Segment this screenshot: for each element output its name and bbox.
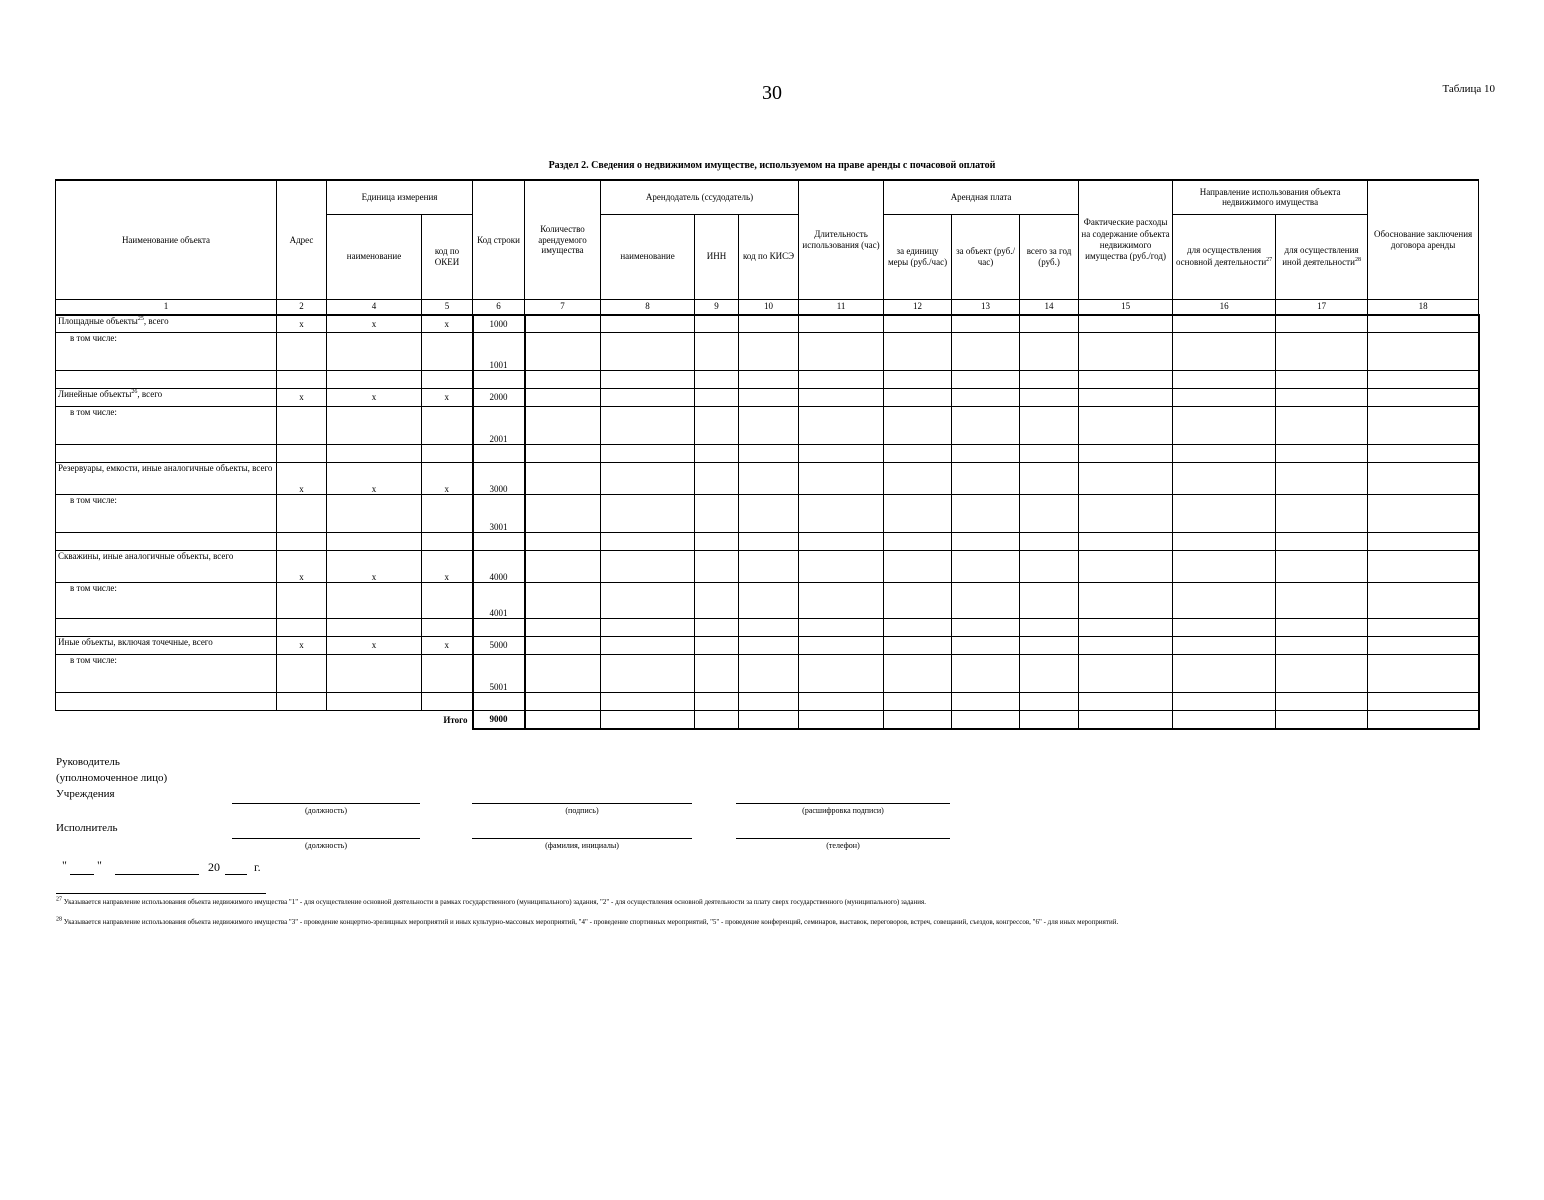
head-signature-line — [472, 803, 692, 804]
table-row-1000 — [56, 315, 1479, 333]
col-okei: код по ОКЕИ — [422, 214, 473, 299]
col-rent-group: Арендная плата — [884, 180, 1079, 214]
header-row-1 — [56, 180, 1479, 214]
head-decoding-line — [736, 803, 950, 804]
footnote-text: Указывается направление использования объекта недвижимого имущества "1" - для осуществление основной деятельности в рамках государственного (муниципального) задания, "2" - для осуществления основной деятельности за плату сверх государственного (муниципального) задания. — [63, 898, 926, 906]
table-row-spacer — [56, 445, 1479, 463]
row-code: 4001 — [473, 583, 525, 619]
page-number: 30 — [762, 82, 782, 104]
col-unit-group: Единица измерения — [327, 180, 473, 214]
col-inn: ИНН — [695, 214, 739, 299]
row-name-suffix: , всего — [143, 315, 169, 326]
head-label-3: Учреждения — [56, 788, 115, 800]
table-row-2001 — [56, 407, 1479, 445]
cell-x: x — [422, 389, 473, 407]
cell-x: x — [277, 315, 327, 333]
footnote-text: Указывается направление использования объекта недвижимого имущества "3" - проведение концертно-зрелищных мероприятий и иных культурно-массовых мероприятий, "4" - проведение спортивных мероприятий, "5" - проведение конференций, семинаров, выставок, переговоров, встреч, совещаний, съездов, конгрессов, "6" - для иных мероприятий. — [63, 918, 1119, 926]
head-signature-caption: (подпись) — [565, 806, 599, 815]
head-label-2: (уполномоченное лицо) — [56, 772, 168, 784]
head-position-line — [232, 803, 420, 804]
table-row-3000 — [56, 463, 1479, 495]
date-open-quote: " — [62, 858, 67, 872]
column-number: 8 — [601, 299, 695, 315]
cell-x: x — [277, 389, 327, 407]
head-label-1: Руководитель — [56, 756, 120, 768]
col-direction-group: Направление использования объекта недвижимого имущества — [1173, 180, 1368, 214]
row-sub-label: в том числе: — [56, 495, 277, 533]
table-row-spacer — [56, 619, 1479, 637]
column-number: 15 — [1079, 299, 1173, 315]
row-code: 4000 — [473, 551, 525, 583]
row-name — [56, 315, 277, 333]
column-number: 12 — [884, 299, 952, 315]
footnote-ref: 25 — [137, 315, 144, 322]
cell-x: x — [327, 637, 422, 655]
column-number: 13 — [952, 299, 1020, 315]
row-name — [56, 389, 277, 407]
row-sub-label: в том числе: — [56, 333, 277, 371]
row-code: 5000 — [473, 637, 525, 655]
table-row-4000 — [56, 551, 1479, 583]
row-name: Иные объекты, включая точечные, всего — [56, 637, 277, 655]
row-code: 2001 — [473, 407, 525, 445]
executor-label: Исполнитель — [56, 822, 118, 834]
footnote-27 — [56, 897, 1476, 907]
footnote-28 — [56, 917, 1476, 927]
table-row-2000 — [56, 389, 1479, 407]
col-address: Адрес — [277, 180, 327, 299]
row-name: Скважины, иные аналогичные объекты, всего — [56, 551, 277, 583]
row-name-text: Линейные объекты — [58, 389, 132, 399]
column-number-row — [56, 299, 1479, 315]
cell-x: x — [277, 551, 327, 583]
cell-x: x — [327, 463, 422, 495]
executor-name-caption: (фамилия, инициалы) — [545, 841, 619, 850]
row-sub-label: в том числе: — [56, 407, 277, 445]
col-direction-main-text: для осуществления основной деятельности — [1175, 245, 1267, 267]
executor-name-line — [472, 838, 692, 839]
row-code: 1000 — [473, 315, 525, 333]
footnote-number: 28 — [56, 916, 62, 923]
column-number: 7 — [525, 299, 601, 315]
cell-x: x — [422, 637, 473, 655]
row-code: 1001 — [473, 333, 525, 371]
cell-x: x — [422, 551, 473, 583]
date-suffix: г. — [254, 860, 261, 874]
cell-x: x — [327, 315, 422, 333]
row-sub-label: в том числе: — [56, 583, 277, 619]
footnote-ref: 26 — [131, 389, 138, 395]
col-actual-costs: Фактические расходы на содержание объекта недвижимого имущества (руб./год) — [1079, 180, 1173, 299]
col-justification: Обоснование заключения договора аренды — [1368, 180, 1479, 299]
cell-x: x — [422, 463, 473, 495]
table-row-spacer — [56, 533, 1479, 551]
column-number: 9 — [695, 299, 739, 315]
row-code: 3001 — [473, 495, 525, 533]
footnote-ref-27: 27 — [1266, 256, 1273, 263]
col-row-code: Код строки — [473, 180, 525, 299]
executor-position-line — [232, 838, 420, 839]
table-body — [56, 315, 1479, 729]
col-rent-per-unit: за единицу меры (руб./час) — [884, 214, 952, 299]
col-direction-main — [1173, 214, 1276, 299]
total-label: Итого — [443, 714, 468, 725]
row-code: 3000 — [473, 463, 525, 495]
property-lease-table — [55, 179, 1480, 730]
row-name-text: Площадные объекты — [58, 315, 138, 326]
date-month-line — [115, 874, 199, 875]
cell-x: x — [277, 463, 327, 495]
row-sub-label: в том числе: — [56, 655, 277, 693]
col-direction-other-text: для осуществления иной деятельности — [1282, 245, 1359, 267]
col-rent-per-object: за объект (руб./час) — [952, 214, 1020, 299]
date-day-line — [70, 874, 94, 875]
table-row-5001 — [56, 655, 1479, 693]
col-unit-name: наименование — [327, 214, 422, 299]
column-number: 1 — [56, 299, 277, 315]
column-number: 4 — [327, 299, 422, 315]
signature-block — [56, 754, 167, 802]
table-row-3001 — [56, 495, 1479, 533]
row-code: 5001 — [473, 655, 525, 693]
table-row-4001 — [56, 583, 1479, 619]
table-row-5000 — [56, 637, 1479, 655]
row-name-suffix: , всего — [137, 389, 163, 399]
table-label: Таблица 10 — [1442, 83, 1495, 95]
date-year-prefix: 20 — [208, 860, 220, 874]
col-rent-total: всего за год (руб.) — [1020, 214, 1079, 299]
total-code: 9000 — [473, 711, 525, 729]
column-number: 16 — [1173, 299, 1276, 315]
footnote-ref-28: 28 — [1354, 256, 1361, 263]
col-lessor-group: Арендодатель (ссудодатель) — [601, 180, 799, 214]
column-number: 10 — [739, 299, 799, 315]
cell-x: x — [327, 389, 422, 407]
cell-x: x — [277, 637, 327, 655]
table-row-spacer — [56, 693, 1479, 711]
col-direction-other — [1276, 214, 1368, 299]
date-year-line — [225, 874, 247, 875]
col-duration: Длительность использования (час) — [799, 180, 884, 299]
col-quantity: Количество арендуемого имущества — [525, 180, 601, 299]
executor-phone-line — [736, 838, 950, 839]
column-number: 5 — [422, 299, 473, 315]
row-code: 2000 — [473, 389, 525, 407]
table-row-total — [56, 711, 1479, 729]
footnote-separator — [56, 893, 266, 894]
column-number: 17 — [1276, 299, 1368, 315]
section-title: Раздел 2. Сведения о недвижимом имуществе, используемом на праве аренды с почасовой оплатой — [548, 160, 996, 171]
table-row-spacer — [56, 371, 1479, 389]
col-kise: код по КИСЭ — [739, 214, 799, 299]
executor-position-caption: (должность) — [305, 841, 347, 850]
col-object-name: Наименование объекта — [56, 180, 277, 299]
col-lessor-name: наименование — [601, 214, 695, 299]
table-row-1001 — [56, 333, 1479, 371]
head-decoding-caption: (расшифровка подписи) — [802, 806, 884, 815]
column-number: 6 — [473, 299, 525, 315]
cell-x: x — [327, 551, 422, 583]
column-number: 2 — [277, 299, 327, 315]
executor-phone-caption: (телефон) — [826, 841, 860, 850]
column-number: 18 — [1368, 299, 1479, 315]
head-position-caption: (должность) — [305, 806, 347, 815]
row-name: Резервуары, емкости, иные аналогичные объекты, всего — [56, 463, 277, 495]
footnote-number: 27 — [56, 896, 62, 903]
cell-x: x — [422, 315, 473, 333]
date-close-quote: " — [97, 858, 102, 872]
column-number: 11 — [799, 299, 884, 315]
column-number: 14 — [1020, 299, 1079, 315]
